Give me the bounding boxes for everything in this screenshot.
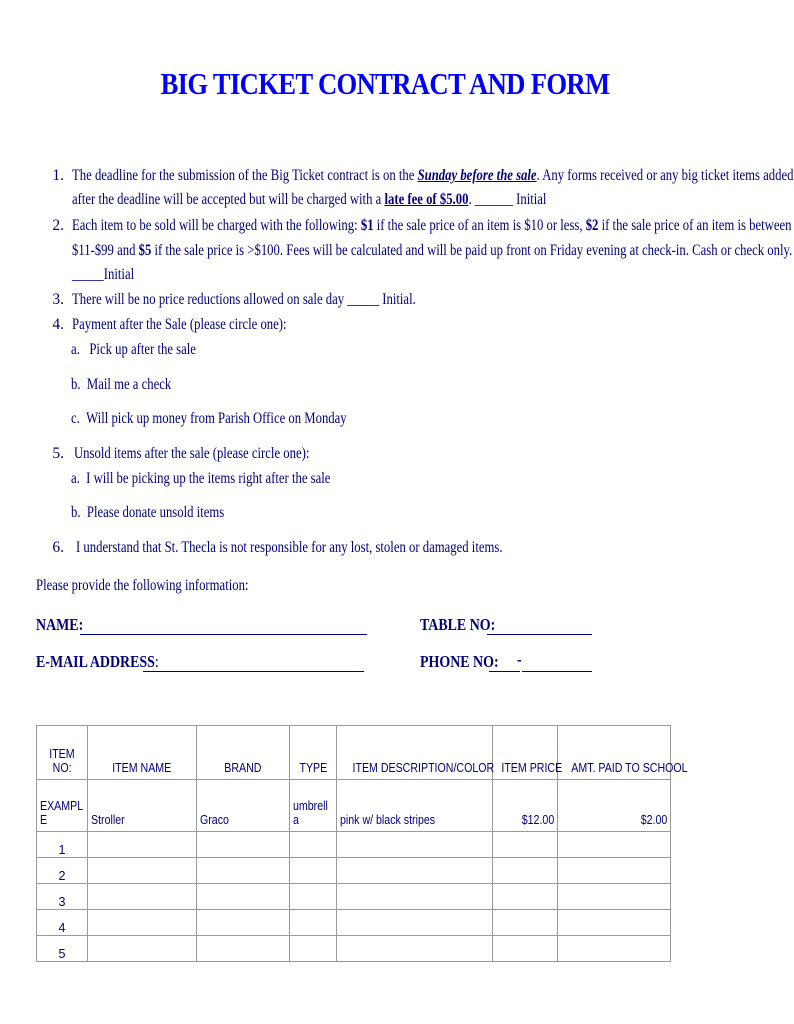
- table-header-row: [37, 726, 671, 780]
- late-fee: late fee of $5.00: [384, 191, 469, 208]
- rule-4-text: Payment after the Sale (please circle one):: [72, 316, 287, 333]
- type-cell[interactable]: [290, 884, 337, 910]
- row-number: 5: [37, 936, 88, 962]
- phone-label: PHONE NO:: [420, 652, 499, 671]
- rule-4-option-a: a. Pick up after the sale: [71, 341, 196, 358]
- rule-3-number: 3.: [52, 291, 64, 308]
- rule-2-number: 2.: [52, 217, 64, 234]
- item-price-cell[interactable]: [493, 910, 558, 936]
- row-number: 4: [37, 910, 88, 936]
- rule-2-line-2: $11-$99 and $5 if the sale price is >$100. Fees will be calculated and will be paid up front on Friday evening at check-in. Cash or check only.: [72, 242, 793, 259]
- example-amt-paid: $2.00: [558, 780, 671, 832]
- item-price-cell[interactable]: [493, 884, 558, 910]
- item-name-cell[interactable]: [88, 936, 197, 962]
- header-item-name: ITEM NAME: [88, 726, 197, 780]
- items-table: [36, 725, 688, 962]
- rule-4-option-c: c. Will pick up money from Parish Office on Monday: [71, 410, 347, 427]
- rule-1-number: 1.: [52, 167, 64, 184]
- brand-cell[interactable]: [197, 936, 290, 962]
- info-prompt: Please provide the following information:: [36, 577, 249, 594]
- rule-5-text: Unsold items after the sale (please circle one):: [74, 445, 310, 462]
- page-title: BIG TICKET CONTRACT AND FORM: [160, 66, 610, 101]
- phone-dash: -: [517, 650, 522, 669]
- item-name-cell[interactable]: [88, 832, 197, 858]
- table-row: [37, 910, 671, 936]
- example-item-price: $12.00: [493, 780, 558, 832]
- brand-cell[interactable]: [197, 858, 290, 884]
- brand-cell[interactable]: [197, 832, 290, 858]
- header-item-no: ITEM NO:: [37, 726, 88, 780]
- rule-5-option-b: b. Please donate unsold items: [71, 504, 225, 521]
- example-row: [37, 780, 671, 832]
- row-number: 3: [37, 884, 88, 910]
- description-cell[interactable]: [337, 936, 493, 962]
- example-type: umbrell a: [290, 780, 337, 832]
- row-number: 2: [37, 858, 88, 884]
- row-number: 1: [37, 832, 88, 858]
- table-row: [37, 936, 671, 962]
- header-type: TYPE: [290, 726, 337, 780]
- type-cell[interactable]: [290, 858, 337, 884]
- rule-4-option-b: b. Mail me a check: [71, 376, 172, 393]
- header-item-price: ITEM PRICE: [493, 726, 558, 780]
- description-cell[interactable]: [337, 832, 493, 858]
- example-item-no: EXAMPL E: [37, 780, 88, 832]
- item-name-cell[interactable]: [88, 910, 197, 936]
- header-amt-paid: AMT. PAID TO SCHOOL: [558, 726, 671, 780]
- rule-5-number: 5.: [52, 445, 64, 462]
- description-cell[interactable]: [337, 884, 493, 910]
- description-cell[interactable]: [337, 858, 493, 884]
- email-label: E-MAIL ADDRESS:: [36, 652, 159, 671]
- item-price-cell[interactable]: [493, 832, 558, 858]
- item-price-cell[interactable]: [493, 858, 558, 884]
- table-row: [37, 858, 671, 884]
- brand-cell[interactable]: [197, 884, 290, 910]
- table-row: [37, 884, 671, 910]
- type-cell[interactable]: [290, 832, 337, 858]
- table-no-field[interactable]: [487, 634, 592, 635]
- rule-3-text: There will be no price reductions allowed on sale day _____ Initial.: [72, 291, 416, 308]
- rule-6-number: 6.: [52, 539, 64, 556]
- email-field[interactable]: [143, 671, 364, 672]
- amt-paid-cell[interactable]: [558, 884, 671, 910]
- table-no-label: TABLE NO:: [420, 615, 496, 634]
- description-cell[interactable]: [337, 910, 493, 936]
- rule-1-line-2: after the deadline will be accepted but will be charged with a late fee of $5.00. ______ Initial: [72, 191, 547, 208]
- rule-4-number: 4.: [52, 316, 64, 333]
- rule-2-line-1: Each item to be sold will be charged with the following: $1 if the sale price of an item is $10 or less, $2 if the sale price of an item is between: [72, 217, 792, 234]
- rule-5-option-a: a. I will be picking up the items right after the sale: [71, 470, 331, 487]
- deadline-emphasis: Sunday before the sale: [417, 167, 537, 184]
- item-name-cell[interactable]: [88, 858, 197, 884]
- header-description: ITEM DESCRIPTION/COLOR: [337, 726, 493, 780]
- rule-6-text: I understand that St. Thecla is not responsible for any lost, stolen or damaged items.: [76, 539, 503, 556]
- name-label: NAME:: [36, 615, 84, 634]
- amt-paid-cell[interactable]: [558, 936, 671, 962]
- item-price-cell[interactable]: [493, 936, 558, 962]
- example-description: pink w/ black stripes: [337, 780, 493, 832]
- example-brand: Graco: [197, 780, 290, 832]
- amt-paid-cell[interactable]: [558, 858, 671, 884]
- amt-paid-cell[interactable]: [558, 910, 671, 936]
- header-brand: BRAND: [197, 726, 290, 780]
- type-cell[interactable]: [290, 910, 337, 936]
- rule-2-line-3: _____Initial: [72, 266, 135, 283]
- name-field[interactable]: [80, 634, 367, 635]
- phone-area-field[interactable]: [489, 671, 520, 672]
- phone-number-field[interactable]: [522, 671, 592, 672]
- amt-paid-cell[interactable]: [558, 832, 671, 858]
- rule-1-line-1: The deadline for the submission of the Big Ticket contract is on the Sunday before the sale. Any forms received or any big ticket items added: [72, 167, 794, 184]
- table-row: [37, 832, 671, 858]
- brand-cell[interactable]: [197, 910, 290, 936]
- example-item-name: Stroller: [88, 780, 197, 832]
- type-cell[interactable]: [290, 936, 337, 962]
- item-name-cell[interactable]: [88, 884, 197, 910]
